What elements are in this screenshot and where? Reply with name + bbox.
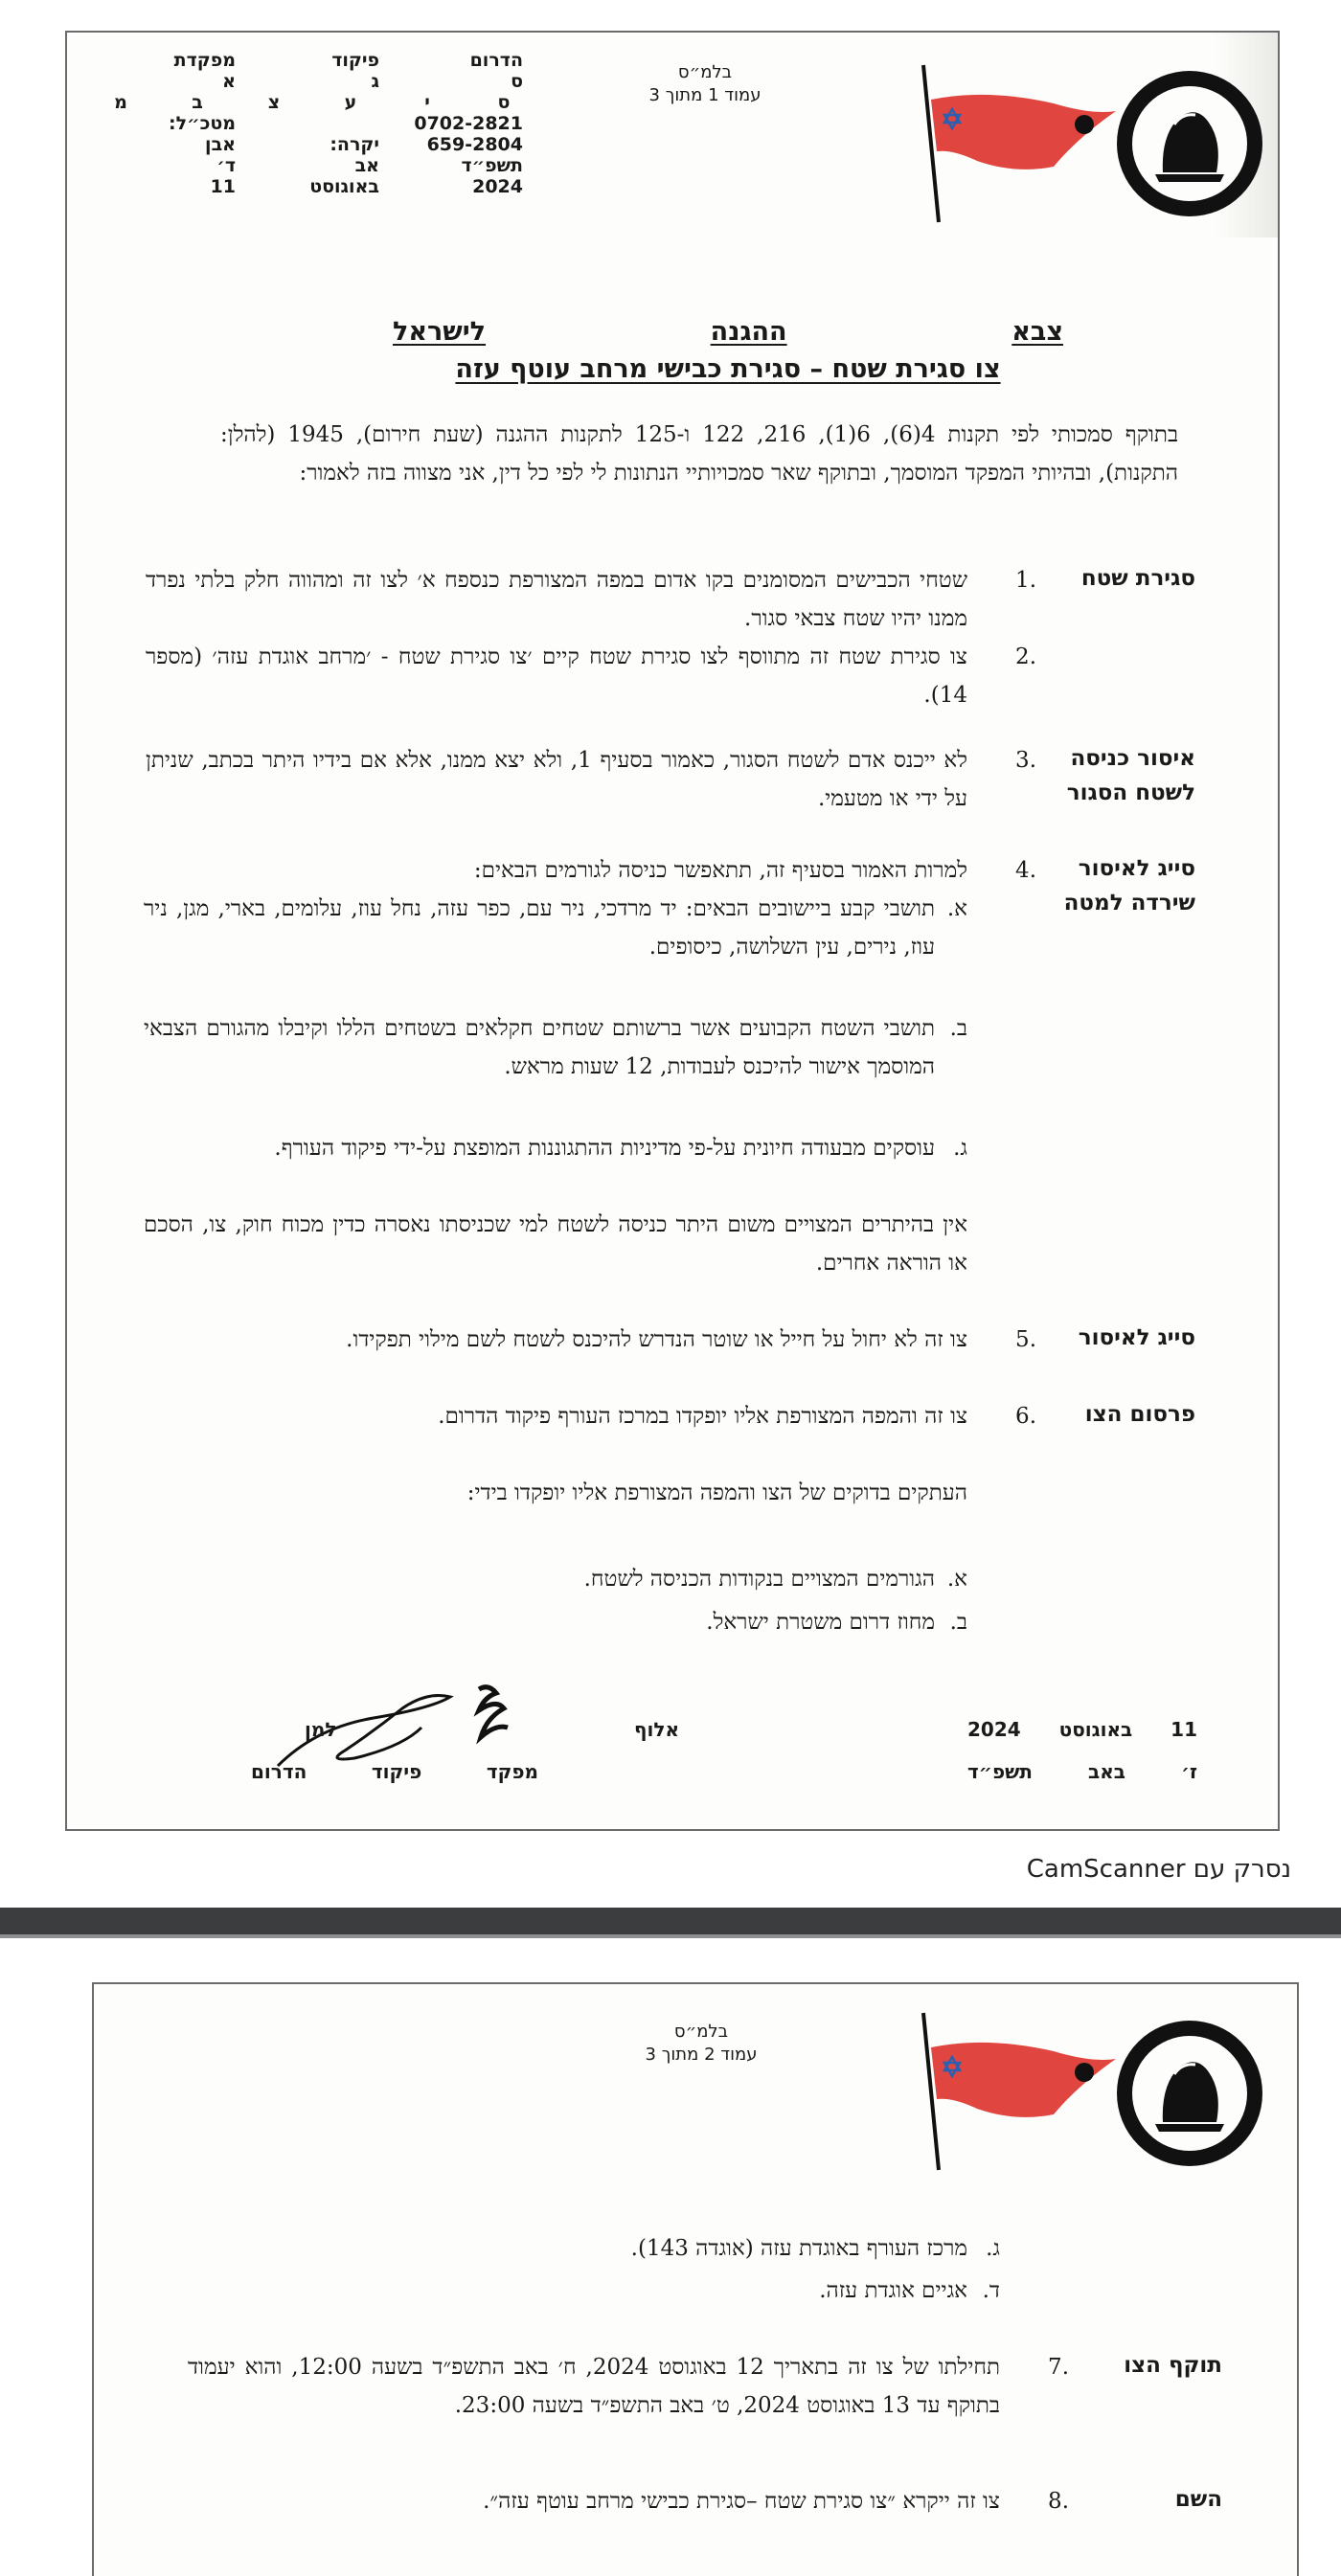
- subclause-text: תושבי השטח הקבועים אשר ברשותם שטחים חקלאים בשטחים הללו וקיבלו מהגורם הצבאי המוסמך אישור להיכנס לעבודות, 12 שעות מראש.: [144, 1016, 935, 1079]
- scanner-credit: נסרק עם CamScanner: [1026, 1855, 1291, 1884]
- subclause-letter: ג.: [986, 2236, 1000, 2261]
- subclause-letter: א.: [946, 896, 967, 921]
- document-subtitle: צו סגירת שטח – סגירת כבישי מרחב עוטף עזה: [455, 354, 1001, 384]
- classification-label: בלמ״ס: [673, 2022, 729, 2042]
- title-word: ההגנה: [710, 317, 787, 347]
- page-separator-edge: [0, 1934, 1341, 1938]
- clause-2: [146, 638, 1036, 714]
- section-label: סייג לאיסור שירדה למטה: [1063, 856, 1195, 915]
- signatory-name: למן: [305, 1718, 337, 1741]
- header-cell: ג: [371, 71, 379, 92]
- subclause-text: מחוז דרום משטרת ישראל.: [706, 1610, 935, 1635]
- header-cell: ד׳: [216, 155, 236, 176]
- clause-text: צו סגירת שטח זה מתווסף לצו סגירת שטח קיים ׳צו סגירת שטח - ׳מרחב אוגדת עזה׳ (מספר 14).: [146, 644, 967, 708]
- signature-date-hebrew: [967, 1760, 1197, 1783]
- header-cell: אבן: [205, 134, 236, 155]
- subclause-letter: א.: [946, 1567, 967, 1592]
- section-label-name: [1079, 2482, 1222, 2520]
- clause-number: .4: [1015, 858, 1036, 883]
- classification-label: בלמ״ס: [677, 62, 733, 82]
- subclause-letter: ג.: [953, 1136, 967, 1161]
- idf-flag-icon: [910, 2009, 1130, 2172]
- clause-8: [188, 2482, 1069, 2559]
- subclause-4a: [144, 890, 967, 1005]
- subclause-letter: ד.: [982, 2278, 1000, 2303]
- title-word: לישראל: [393, 317, 487, 347]
- header-letter: ע: [344, 92, 357, 113]
- subclause-letter: ב.: [949, 1610, 967, 1635]
- date-part: 2024: [967, 1718, 1021, 1741]
- clause-7: [188, 2348, 1069, 2463]
- signatory-title-word: הדרום: [251, 1760, 307, 1783]
- clause-5: [146, 1321, 1036, 1397]
- subclause-text: מרכז העורף באוגדת עזה (אוגדה 143).: [630, 2236, 967, 2261]
- clause-text: למרות האמור בסעיף זה, תתאפשר כניסה לגורמים הבאים:: [473, 858, 967, 883]
- copies-a: [144, 1560, 967, 1598]
- clause-number: .5: [1015, 1327, 1036, 1352]
- header-letter: ב: [192, 92, 203, 113]
- date-part: 11: [1171, 1718, 1197, 1741]
- copies-b: [144, 1603, 967, 1641]
- clause-text: צו זה לא יחול על חייל או שוטר הנדרש להיכנס לשטח לשם מילוי תפקידו.: [346, 1327, 967, 1352]
- header-cell: מטכ״ל:: [169, 113, 236, 134]
- signatory-title-word: מפקד: [486, 1760, 538, 1783]
- clause-text: צו זה והמפה המצורפת אליו יופקדו במרכז העורף פיקוד הדרום.: [438, 1404, 967, 1429]
- section-label: סגירת שטח: [1080, 566, 1195, 591]
- signatory-title: [251, 1760, 538, 1783]
- header-spaced-letters: [102, 92, 523, 113]
- header-cell: ס: [511, 71, 523, 92]
- header-letter: מ: [114, 92, 127, 113]
- copies-d: [176, 2271, 1000, 2310]
- signature-date-gregorian: [967, 1718, 1197, 1741]
- page-counter: עמוד 2 מתוך 3: [645, 2045, 758, 2065]
- subclause-text: תושבי קבע ביישובים הבאים: יד מרדכי, ניר עם, כפר עזה, נחל עוז, עלומים, בארי, מגן, ניר עוז, נירים, עין השלושה, כיסופים.: [144, 896, 935, 960]
- clause-number: .1: [1015, 568, 1036, 593]
- section-label: איסור כניסה לשטח הסגור: [1066, 746, 1195, 805]
- clause-text: העתקים בדוקים של הצו והמפה המצורפת אליו יופקדו בידי:: [466, 1480, 967, 1505]
- section-label: השם: [1174, 2487, 1222, 2512]
- signatory-rank: אלוף: [634, 1718, 680, 1741]
- date-part: באוגוסט: [1058, 1718, 1133, 1741]
- section-label: סייג לאיסור: [1078, 1325, 1195, 1350]
- subclause-letter: ב.: [949, 1016, 967, 1041]
- date-part: תשפ״ד: [967, 1760, 1033, 1783]
- section-label-validity: [1079, 2348, 1222, 2386]
- clause-number: .6: [1015, 1404, 1036, 1429]
- header-letter: ס: [497, 92, 511, 113]
- subclause-text: אגיים אוגדת עזה.: [819, 2278, 967, 2303]
- subclause-text: עוסקים מבעודה חיונית על-פי מדיניות ההתגוננות המופצת על-ידי פיקוד העורף.: [274, 1136, 935, 1161]
- copies-intro: [144, 1474, 967, 1550]
- clause-text: צו זה ייקרא ״צו סגירת שטח –סגירת כבישי מרחב עוטף עזה״.: [483, 2489, 1000, 2514]
- section-label: תוקף הצו: [1124, 2353, 1222, 2378]
- header-cell: 11: [210, 176, 236, 197]
- clause-text: שטחי הכבישים המסומנים בקו אדום במפה המצורפת כנספח א׳ לצו זה ומהווה חלק בלתי נפרד ממנו יהיו שטח צבאי סגור.: [146, 568, 967, 631]
- clause-number: .2: [1015, 644, 1036, 669]
- clause-text: אין בהיתרים המצויים משום היתר כניסה לשטח למי שכניסתו נאסרה כדין מכוח חוק, צו, הסכם או הוראה אחרים.: [144, 1212, 967, 1276]
- copies-c: [176, 2229, 1000, 2268]
- document-title: [393, 317, 1063, 347]
- date-part: ז׳: [1181, 1760, 1197, 1783]
- page-separator: [0, 1908, 1341, 1934]
- clause-4-remark: [144, 1206, 967, 1321]
- clause-text: תחילתו של צו זה בתאריך 12 באוגוסט 2024, ח׳ באב התשפ״ד בשעה 12:00, והוא יעמוד בתוקף עד 13 באוגוסט 2024, ט׳ באב התשפ״ד בשעה 23:00.: [188, 2355, 1000, 2418]
- document-page-1: [65, 31, 1280, 1831]
- section-label-closure: [1052, 561, 1195, 599]
- idf-emblem-icon: [1113, 2017, 1266, 2170]
- date-part: באב: [1088, 1760, 1126, 1783]
- header-cell: באוגוסט: [309, 176, 379, 197]
- header-cell: יקרה:: [330, 134, 379, 155]
- header-cell: 659-2804: [426, 134, 523, 155]
- header-cell: פיקוד: [331, 50, 379, 71]
- section-label-exception: [1052, 851, 1195, 928]
- subclause-4c: [144, 1129, 967, 1206]
- header-cell: [236, 113, 379, 134]
- section-label-publication: [1052, 1397, 1195, 1435]
- clause-6: [146, 1397, 1036, 1474]
- header-cell: מפקדת: [173, 50, 236, 71]
- header-letter: צ: [267, 92, 281, 113]
- title-word: צבא: [1011, 317, 1063, 347]
- header-routing-block: [102, 50, 523, 197]
- header-cell: א: [222, 71, 236, 92]
- clause-text: לא ייכנס אדם לשטח הסגור, כאמור בסעיף 1, ולא יצא ממנו, אלא אם בידיו היתר בכתב, שניתן על ידי או מטעמי.: [146, 748, 967, 811]
- preamble-paragraph: בתוקף סמכותי לפי תקנות 4(6), 6(1), 216, 122 ו-125 לתקנות ההגנה (שעת חירום), 1945 (להלן: התקנות), ובהיותי המפקד המוסמך, ובתוקף שאר סמכויותיי הנתונות לי לפי כל דין, אני מצווה בזה לאמור:: [220, 422, 1179, 486]
- subclause-4b: [144, 1009, 967, 1124]
- header-cell: הדרום: [469, 50, 523, 71]
- header-cell: 2024: [472, 176, 523, 197]
- idf-flag-icon: [910, 61, 1130, 224]
- section-label: פרסום הצו: [1084, 1402, 1195, 1427]
- classification-block: [600, 61, 810, 107]
- header-cell: אב: [354, 155, 379, 176]
- subclause-text: הגורמים המצויים בנקודות הכניסה לשטח.: [583, 1567, 935, 1592]
- section-label-entry-ban: [1052, 741, 1195, 818]
- clause-1: [146, 561, 1036, 638]
- document-page-2: [92, 1982, 1299, 2576]
- section-label-exception-2: [1052, 1321, 1195, 1359]
- idf-emblem-icon: [1113, 67, 1266, 220]
- clause-3: [146, 741, 1036, 818]
- classification-block: [596, 2021, 807, 2067]
- clause-number: .8: [1048, 2489, 1069, 2514]
- header-cell: תשפ״ד: [461, 155, 523, 176]
- clause-4: [146, 851, 1036, 890]
- clause-number: .7: [1048, 2355, 1069, 2380]
- header-cell: 0702-2821: [414, 113, 523, 134]
- page-counter: עמוד 1 מתוך 3: [648, 85, 761, 105]
- header-letter: י: [424, 92, 430, 113]
- signatory-title-word: פיקוד: [371, 1760, 422, 1783]
- clause-number: .3: [1015, 748, 1036, 773]
